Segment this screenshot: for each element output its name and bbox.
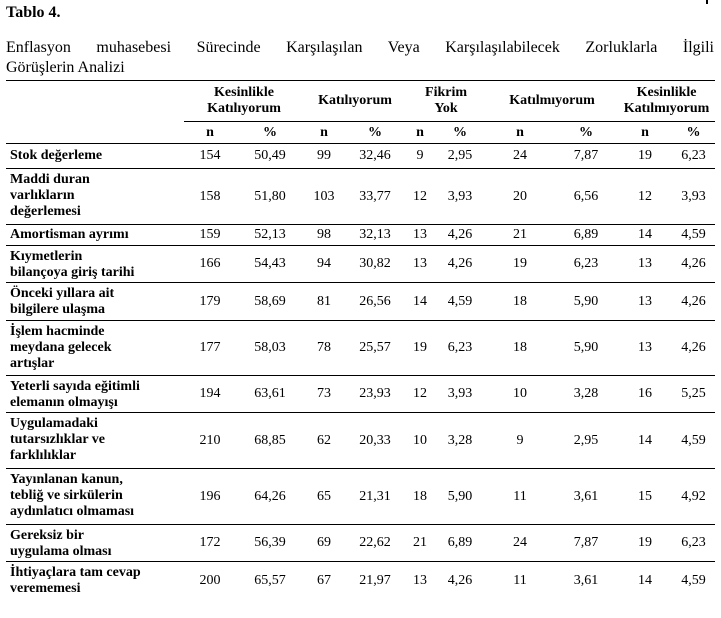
cell-count: 14	[618, 225, 672, 246]
cell-count: 14	[618, 413, 672, 469]
row-label-line: uygulama olması	[10, 544, 112, 559]
header-group-line1: Kesinlikle	[214, 85, 274, 100]
cell-percent: 4,26	[447, 573, 473, 589]
header-percent: %	[672, 122, 715, 144]
header-percent: %	[554, 122, 618, 144]
row-label-line: elemanın olmayışı	[10, 395, 118, 410]
header-row-groups	[6, 81, 715, 122]
header-group-line1: Katılıyorum	[318, 93, 392, 108]
row-label-line: Stok değerleme	[10, 148, 103, 163]
header-n: n	[304, 122, 344, 144]
cell-count: 13	[618, 246, 672, 283]
header-group-line1: Kesinlikle	[636, 85, 697, 100]
row-label	[6, 413, 184, 469]
table-caption-line2: Görüşlerin Analizi	[6, 59, 125, 76]
cell-count: 19	[486, 246, 554, 283]
cell-count: 12	[406, 169, 434, 225]
cell-percent: 6,56	[554, 169, 618, 225]
cell-percent: 3,61	[554, 469, 618, 525]
cell-count: 13	[406, 246, 434, 283]
cell-percent: 5,90	[554, 283, 618, 321]
row-label-line: İhtiyaçlara tam cevap	[10, 565, 141, 580]
cell-percent: 32,13	[344, 225, 406, 246]
cell-count: 9	[406, 144, 434, 169]
corner-mark	[706, 0, 708, 4]
cell-percent: 54,43	[236, 246, 304, 283]
cell-count: 13	[406, 225, 434, 246]
cell-percent: 4,26	[672, 321, 715, 376]
header-group	[618, 81, 715, 122]
cell-count: 9	[486, 413, 554, 469]
cell-count: 62	[304, 413, 344, 469]
row-label-line: Yayınlanan kanun,	[10, 472, 123, 487]
cell-count: 94	[304, 246, 344, 283]
cell-count: 154	[184, 144, 236, 169]
cell-percent: 4,26	[434, 246, 486, 283]
row-label-line: farklılıklar	[10, 448, 77, 463]
cell-percent: 25,57	[344, 321, 406, 376]
header-n: n	[618, 122, 672, 144]
cell-percent: 5,25	[672, 376, 715, 413]
cell-count: 18	[486, 321, 554, 376]
cell-count: 196	[184, 469, 236, 525]
cell-percent: 50,49	[236, 144, 304, 169]
row-label-line: Uygulamadaki	[10, 416, 98, 431]
cell-count: 13	[618, 321, 672, 376]
cell-percent: 30,82	[344, 246, 406, 283]
cell-count: 158	[184, 169, 236, 225]
header-n: n	[486, 122, 554, 144]
cell-percent: 4,59	[434, 283, 486, 321]
cell-percent: 65,57	[254, 573, 286, 589]
cell-count: 10	[486, 376, 554, 413]
cell-percent: 2,95	[434, 144, 486, 169]
survey-table	[6, 80, 715, 601]
cell-percent: 6,23	[554, 246, 618, 283]
cell-percent: 58,03	[236, 321, 304, 376]
cell-count: 14	[406, 283, 434, 321]
header-n: n	[406, 122, 434, 144]
row-label-line: Gereksiz bir	[10, 528, 85, 543]
cell-percent: 23,93	[344, 376, 406, 413]
cell-percent: 33,77	[344, 169, 406, 225]
header-percent: %	[236, 122, 304, 144]
header-group-line1: Katılmıyorum	[509, 93, 595, 108]
row-label-line: İşlem hacminde	[10, 324, 105, 339]
cell-percent: 22,62	[344, 525, 406, 562]
cell-percent: 4,92	[672, 469, 715, 525]
cell-count: 13	[413, 573, 428, 589]
row-label-line: bilgilere ulaşma	[10, 302, 106, 317]
cell-count: 67	[317, 573, 332, 589]
cell-percent: 51,80	[236, 169, 304, 225]
row-label	[6, 169, 184, 225]
cell-count: 24	[486, 525, 554, 562]
table-row	[6, 169, 715, 225]
table-row	[6, 413, 715, 469]
cell-count: 65	[304, 469, 344, 525]
row-label-line: verememesi	[10, 581, 81, 596]
row-label	[6, 144, 184, 169]
cell-percent: 4,59	[672, 413, 715, 469]
cell-percent: 3,93	[672, 169, 715, 225]
cell-count: 81	[304, 283, 344, 321]
cell-percent: 3,93	[434, 169, 486, 225]
cell-percent: 6,23	[672, 525, 715, 562]
cell-percent: 4,59	[681, 573, 706, 589]
cell-percent: 4,26	[672, 283, 715, 321]
cell-percent: 64,26	[236, 469, 304, 525]
header-percent: %	[344, 122, 406, 144]
row-label-line: değerlemesi	[10, 204, 81, 219]
cell-count: 78	[304, 321, 344, 376]
cell-count: 177	[184, 321, 236, 376]
row-label-line: Maddi duran	[10, 172, 90, 187]
cell-percent: 2,95	[554, 413, 618, 469]
header-group-line2: Katılmıyorum	[623, 101, 710, 116]
header-group	[486, 81, 618, 122]
row-label-line: meydana gelecek	[10, 340, 112, 355]
cell-count: 210	[184, 413, 236, 469]
cell-percent: 7,87	[554, 144, 618, 169]
cell-count: 10	[406, 413, 434, 469]
header-n: n	[184, 122, 236, 144]
table-row	[6, 246, 715, 283]
cell-count: 19	[618, 144, 672, 169]
cell-percent: 3,28	[434, 413, 486, 469]
row-label-line: varlıkların	[10, 188, 75, 203]
table-row	[6, 144, 715, 169]
cell-count: 99	[304, 144, 344, 169]
cell-percent: 52,13	[236, 225, 304, 246]
cell-percent: 6,23	[434, 321, 486, 376]
cell-count: 12	[618, 169, 672, 225]
table-number: Tablo 4.	[6, 4, 61, 21]
table-caption-line1: Enflasyon muhasebesi Sürecinde Karşılaşılan Veya Karşılaşılabilecek Zorluklarla İlgili	[6, 39, 714, 56]
row-label	[6, 225, 184, 246]
cell-count: 20	[486, 169, 554, 225]
cell-count: 24	[486, 144, 554, 169]
row-label-line: tutarsızlıklar ve	[10, 432, 106, 447]
header-blank	[6, 122, 184, 144]
cell-percent: 58,69	[236, 283, 304, 321]
cell-percent: 63,61	[236, 376, 304, 413]
row-label	[6, 321, 184, 376]
cell-count: 172	[184, 525, 236, 562]
header-group-line1: Fikrim	[425, 85, 468, 100]
cell-count: 21	[406, 525, 434, 562]
row-label	[6, 376, 184, 413]
cell-percent: 4,26	[672, 246, 715, 283]
cell-count: 69	[304, 525, 344, 562]
header-percent: %	[434, 122, 486, 144]
header-group	[184, 81, 304, 122]
cell-percent: 6,89	[434, 525, 486, 562]
header-group	[304, 81, 406, 122]
cell-count: 194	[184, 376, 236, 413]
table-row	[6, 376, 715, 413]
header-group	[406, 81, 486, 122]
cell-percent: 5,90	[434, 469, 486, 525]
cell-percent: 3,61	[573, 573, 599, 589]
table-row	[6, 321, 715, 376]
cell-percent: 5,90	[554, 321, 618, 376]
row-label-line: artışlar	[10, 356, 55, 371]
table-row	[6, 562, 715, 601]
table-row	[6, 469, 715, 525]
table-row	[6, 525, 715, 562]
cell-count: 159	[184, 225, 236, 246]
cell-count: 179	[184, 283, 236, 321]
cell-count: 19	[406, 321, 434, 376]
table-row	[6, 283, 715, 321]
cell-count: 11	[486, 469, 554, 525]
cell-count: 16	[618, 376, 672, 413]
row-label	[6, 525, 184, 562]
cell-percent: 20,33	[344, 413, 406, 469]
header-group-line2: Yok	[434, 101, 458, 116]
cell-percent: 7,87	[554, 525, 618, 562]
cell-percent: 56,39	[236, 525, 304, 562]
row-label-line: bilançoya giriş tarihi	[10, 265, 135, 280]
cell-count: 19	[618, 525, 672, 562]
cell-percent: 26,56	[344, 283, 406, 321]
cell-count: 14	[638, 573, 653, 589]
header-blank	[6, 81, 184, 122]
table-row	[6, 225, 715, 246]
row-label-line: Önceki yıllara ait	[10, 286, 115, 301]
cell-percent: 3,93	[434, 376, 486, 413]
cell-count: 200	[199, 573, 221, 589]
cell-count: 15	[618, 469, 672, 525]
table-body	[6, 144, 715, 601]
cell-percent: 4,26	[434, 225, 486, 246]
cell-count: 18	[406, 469, 434, 525]
row-label	[6, 562, 184, 601]
row-label	[6, 246, 184, 283]
row-label-line: aydınlatıcı olmaması	[10, 504, 135, 519]
cell-percent: 6,23	[672, 144, 715, 169]
row-label-line: Yeterli sayıda eğitimli	[10, 379, 140, 394]
row-label-line: tebliğ ve sirkülerin	[10, 488, 123, 503]
cell-count: 166	[184, 246, 236, 283]
cell-count: 21	[486, 225, 554, 246]
cell-percent: 68,85	[236, 413, 304, 469]
cell-percent: 21,97	[359, 573, 391, 589]
row-label	[6, 283, 184, 321]
cell-count: 12	[406, 376, 434, 413]
cell-percent: 6,89	[554, 225, 618, 246]
cell-count: 11	[513, 573, 527, 589]
cell-count: 98	[304, 225, 344, 246]
header-group-line2: Katılıyorum	[207, 101, 281, 116]
cell-percent: 21,31	[344, 469, 406, 525]
cell-percent: 3,28	[554, 376, 618, 413]
cell-percent: 4,59	[672, 225, 715, 246]
cell-count: 18	[486, 283, 554, 321]
row-label-line: Amortisman ayrımı	[10, 227, 129, 242]
row-label-line: Kıymetlerin	[10, 249, 83, 264]
cell-count: 73	[304, 376, 344, 413]
header-row-subcolumns	[6, 122, 715, 144]
cell-count: 13	[618, 283, 672, 321]
cell-percent: 32,46	[344, 144, 406, 169]
row-label	[6, 469, 184, 525]
cell-count: 103	[304, 169, 344, 225]
